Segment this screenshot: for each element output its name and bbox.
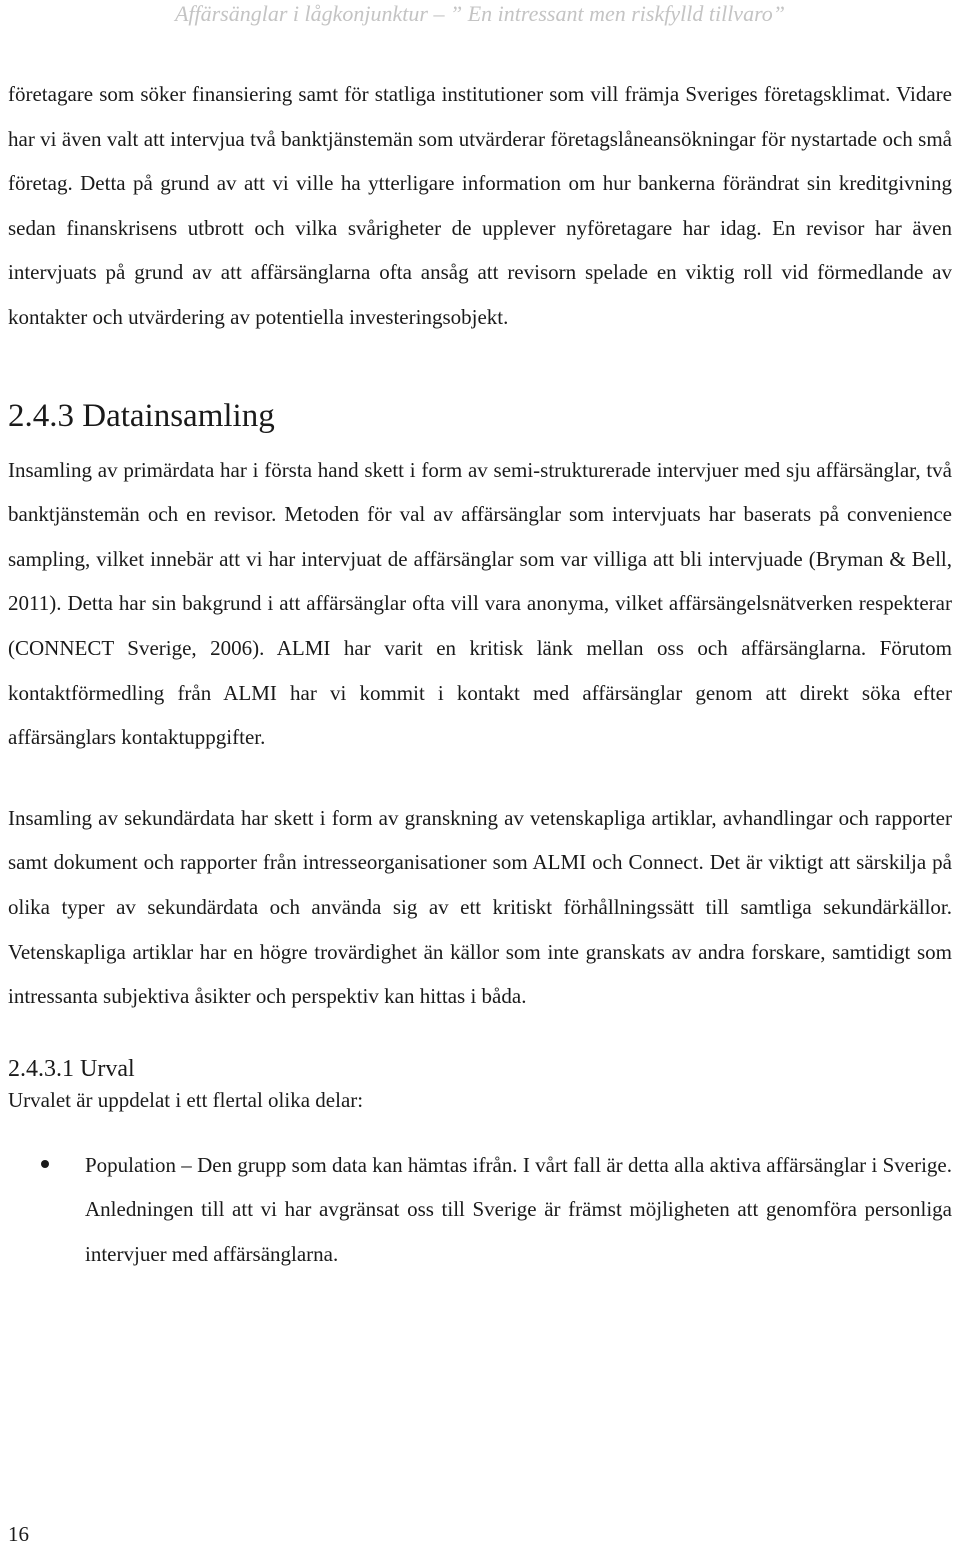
body-paragraph-intervjuer: företagare som söker finansiering samt för statliga institutioner som vill främja Sveriges företagsklimat. Vidare har vi även valt att intervjua två banktjänstemän som utvärderar företagslåneansökningar för nystartade och små företag. Detta på grund av att vi ville ha ytterligare information om hur bankerna förändrat sin kreditgivning sedan finanskrisens utbrott och vilka svårigheter de upplever nyföretagare har idag. En revisor har även intervjuats på grund av att affärsänglarna ofta ansåg att revisorn spelade en viktig roll vid förmedlande av kontakter och utvärdering av potentiella investeringsobjekt.: [8, 82, 952, 329]
urval-list: [8, 1143, 952, 1277]
body-paragraph-primardata: Insamling av primärdata har i första hand skett i form av semi-strukturerade intervjuer med sju affärsänglar, två banktjänstemän och en revisor. Metoden för val av affärsänglar som intervjuats har baserats på convenience sampling, vilket innebär att vi har intervjuat de affärsänglar som var villiga att bli intervjuade (Bryman & Bell, 2011). Detta har sin bakgrund i att affärsänglar ofta vill vara anonyma, vilket affärsängelsnätverken respekterar (CONNECT Sverige, 2006). ALMI har varit en kritisk länk mellan oss och affärsänglarna. Förutom kontaktförmedling från ALMI har vi kommit i kontakt med affärsänglar genom att direkt söka efter affärsänglars kontaktuppgifter.: [8, 457, 952, 750]
section-heading-datainsamling: 2.4.3 Datainsamling: [8, 397, 275, 434]
page-number: 16: [8, 1522, 29, 1546]
urval-intro: Urvalet är uppdelat i ett flertal olika delar:: [8, 1087, 364, 1112]
bullet-icon: [41, 1160, 49, 1168]
list-item: [8, 1143, 952, 1277]
body-paragraph-sekundardata: Insamling av sekundärdata har skett i form av granskning av vetenskapliga artiklar, avhandlingar och rapporter samt dokument och rapporter från intresseorganisationer som ALMI och Connect. Det är viktigt att särskilja på olika typer av sekundärdata och använda sig av ett kritiskt förhållningssätt till samtliga sekundärkällor. Vetenskapliga artiklar har en högre trovärdighet än källor som inte granskats av andra forskare, samtidigt som intressanta subjektiva åsikter och perspektiv kan hittas i båda.: [8, 805, 952, 1009]
list-item-text: Population – Den grupp som data kan hämtas ifrån. I vårt fall är detta alla aktiva affärsänglar i Sverige. Anledningen till att vi har avgränsat oss till Sverige är främst möjligheten att genomföra personliga intervjuer med affärsänglarna.: [85, 1152, 952, 1266]
running-header: Affärsänglar i lågkonjunktur – ” En intressant men riskfylld tillvaro”: [174, 1, 786, 26]
subsection-heading-urval: 2.4.3.1 Urval: [8, 1055, 135, 1082]
page-content: [8, 72, 952, 1276]
